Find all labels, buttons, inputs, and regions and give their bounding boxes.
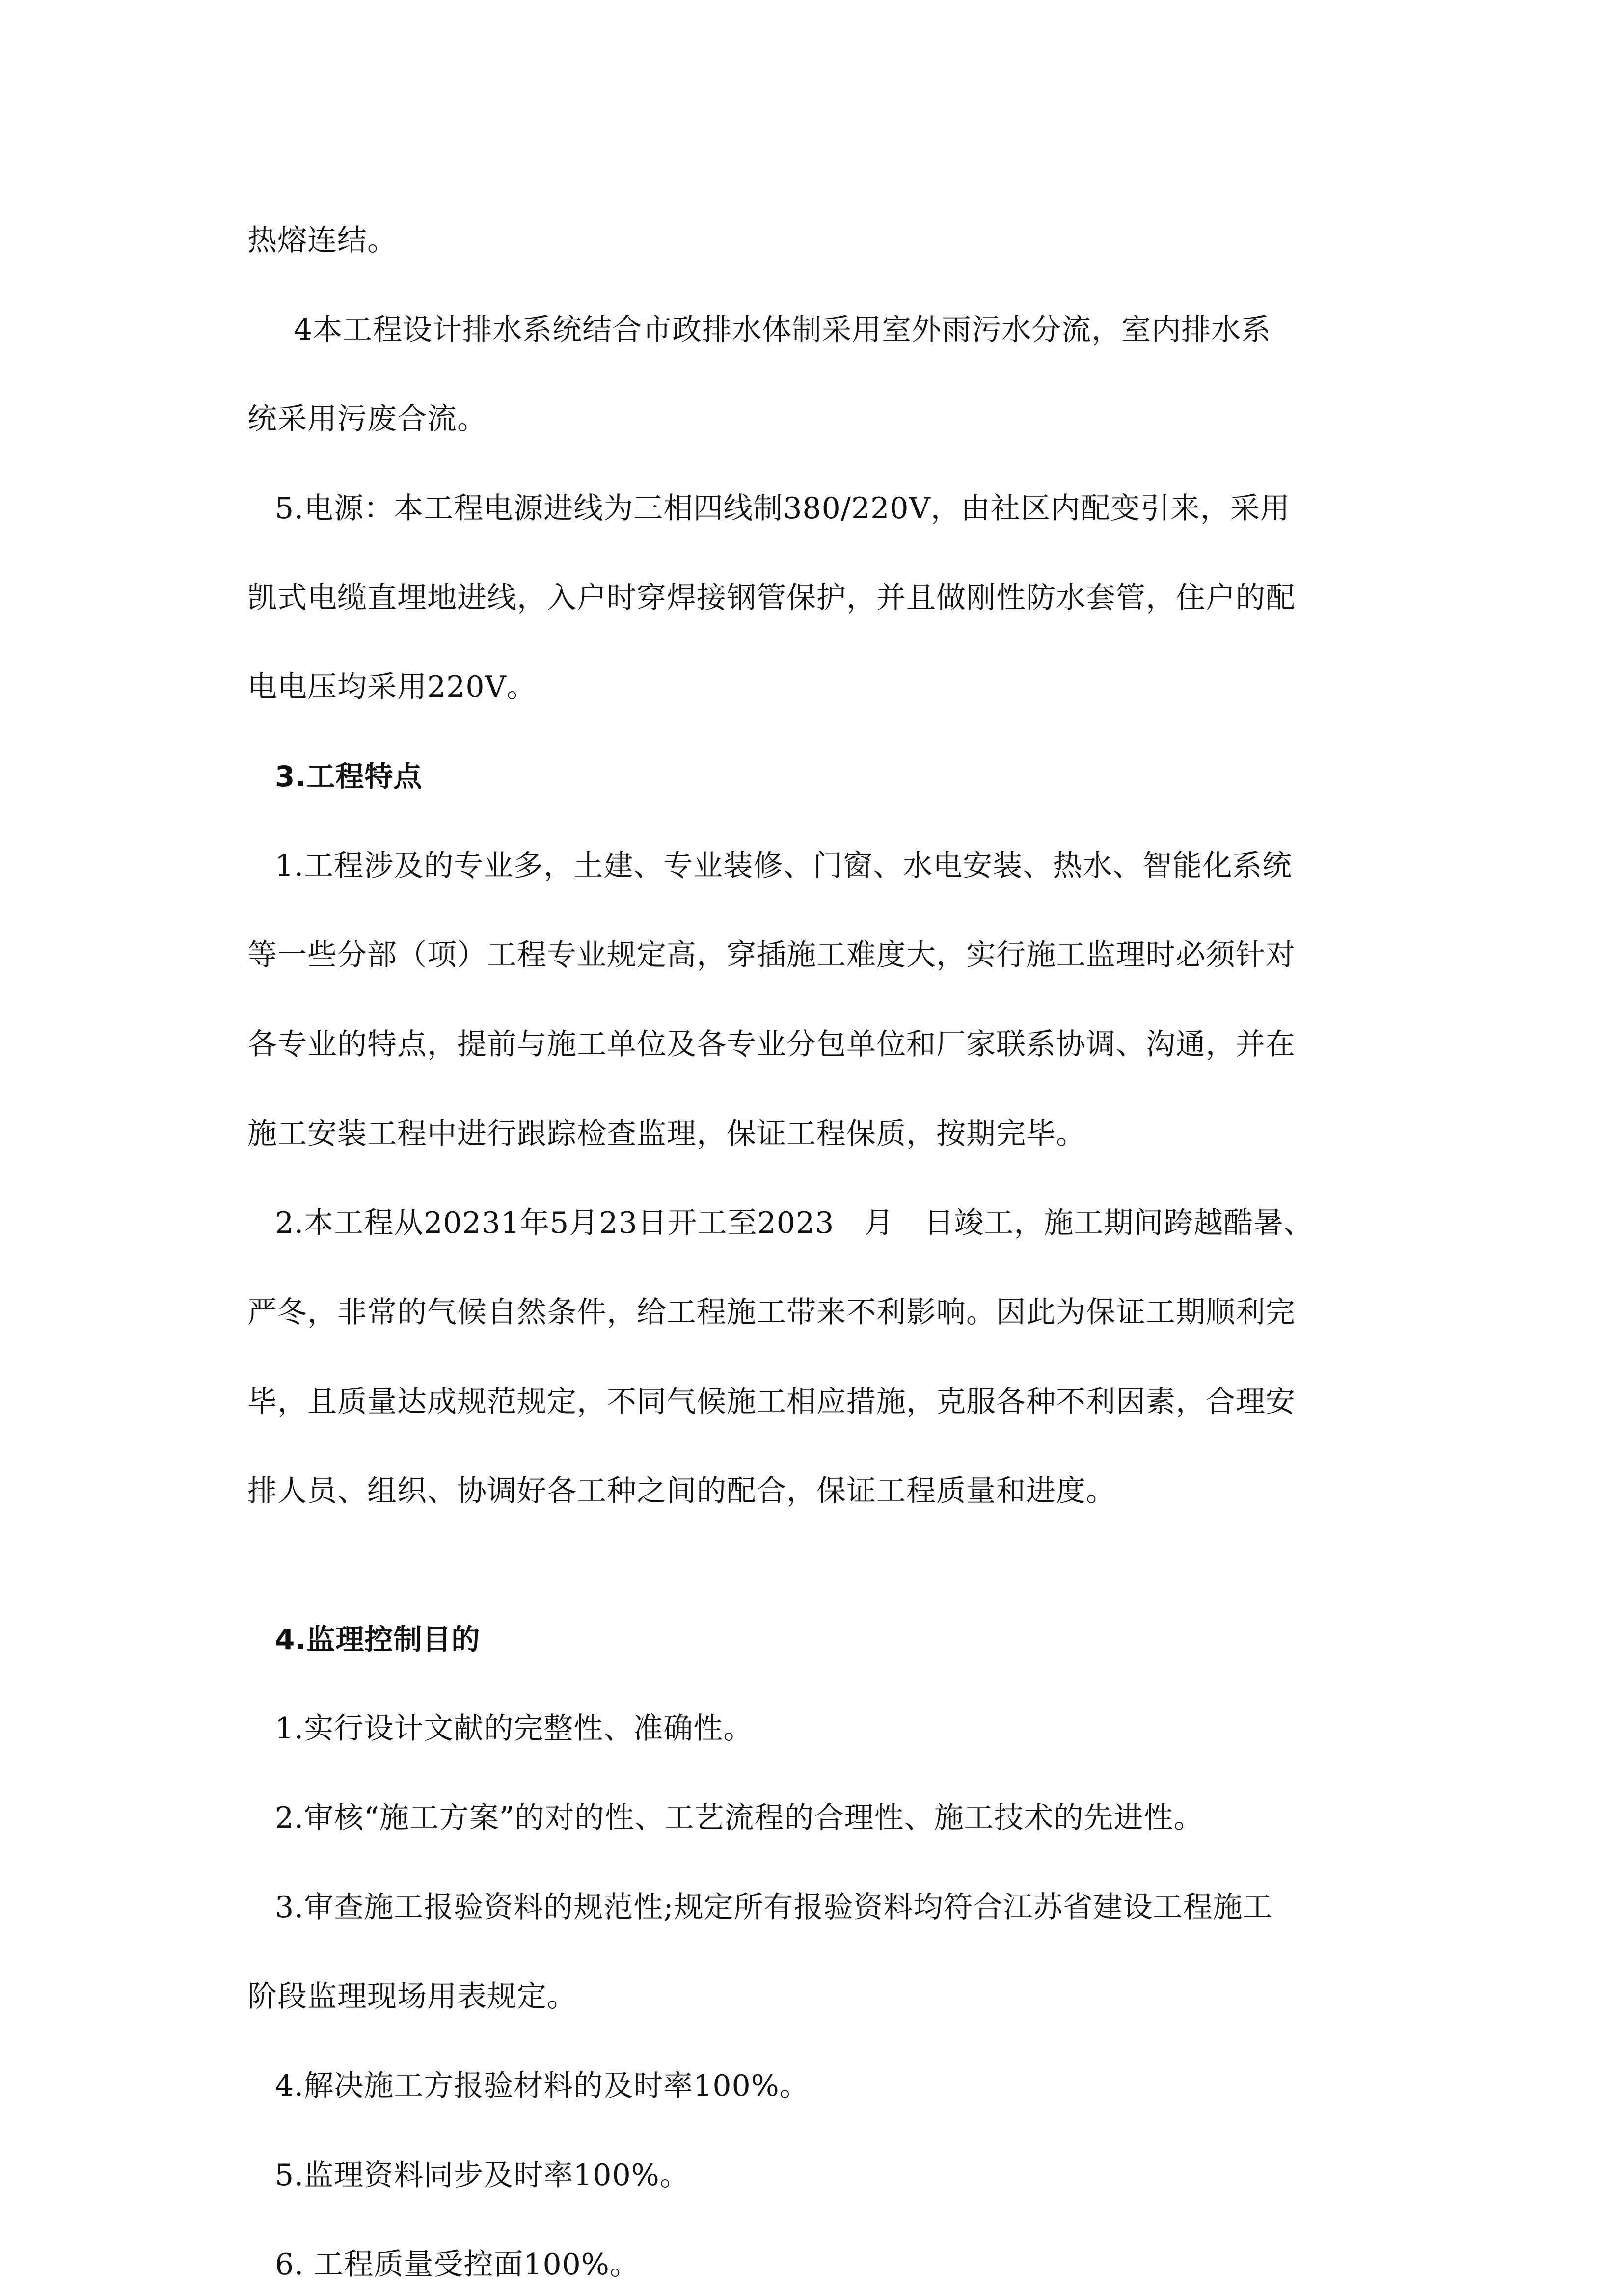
paragraph-line: 统采用污废合流。 [247, 402, 487, 436]
list-item: 5.监理资料同步及时率100%。 [275, 2158, 690, 2192]
list-item: 2.审核“施工方案”的对的性、工艺流程的合理性、施工技术的先进性。 [275, 1801, 1204, 1835]
paragraph-line: 阶段监理现场用表规定。 [247, 1979, 577, 2014]
section-heading: 3.工程特点 [275, 760, 423, 793]
paragraph-line: 等一些分部（项）工程专业规定高，穿插施工难度大，实行施工监理时必须针对 [247, 938, 1296, 972]
paragraph-line: 5.电源：本工程电源进线为三相四线制380/220V，由社区内配变引来，采用 [275, 491, 1290, 526]
paragraph-line: 排人员、组织、协调好各工种之间的配合，保证工程质量和进度。 [247, 1474, 1116, 1508]
paragraph-line: 毕，且质量达成规范规定，不同气候施工相应措施，克服各种不利因素，合理安 [247, 1385, 1296, 1419]
list-item: 3.审查施工报验资料的规范性;规定所有报验资料均符合江苏省建设工程施工 [275, 1890, 1273, 1924]
paragraph-line: 4本工程设计排水系统结合市政排水体制采用室外雨污水分流，室内排水系 [294, 313, 1272, 347]
paragraph-line: 严冬，非常的气候自然条件，给工程施工带来不利影响。因此为保证工期顺利完 [247, 1295, 1296, 1330]
section-heading: 4.监理控制目的 [275, 1623, 481, 1656]
paragraph-line: 热熔连结。 [247, 223, 397, 258]
list-item: 4.解决施工方报验材料的及时率100%。 [275, 2069, 810, 2103]
paragraph-line: 凯式电缆直埋地进线，入户时穿焊接钢管保护，并且做刚性防水套管，住户的配 [247, 581, 1296, 615]
paragraph-line: 各专业的特点，提前与施工单位及各专业分包单位和厂家联系协调、沟通，并在 [247, 1027, 1296, 1062]
paragraph-line: 施工安装工程中进行跟踪检查监理，保证工程保质，按期完毕。 [247, 1117, 1086, 1151]
list-item: 6. 工程质量受控面100%。 [275, 2247, 640, 2282]
paragraph-line: 2.本工程从20231年5月23日开工至2023 月 日竣工，施工期间跨越酷暑、 [275, 1206, 1314, 1240]
paragraph-line: 电电压均采用220V。 [247, 670, 537, 704]
paragraph-line: 1.工程涉及的专业多，土建、专业装修、门窗、水电安装、热水、智能化系统 [275, 849, 1293, 883]
list-item: 1.实行设计文献的完整性、准确性。 [275, 1711, 754, 1746]
